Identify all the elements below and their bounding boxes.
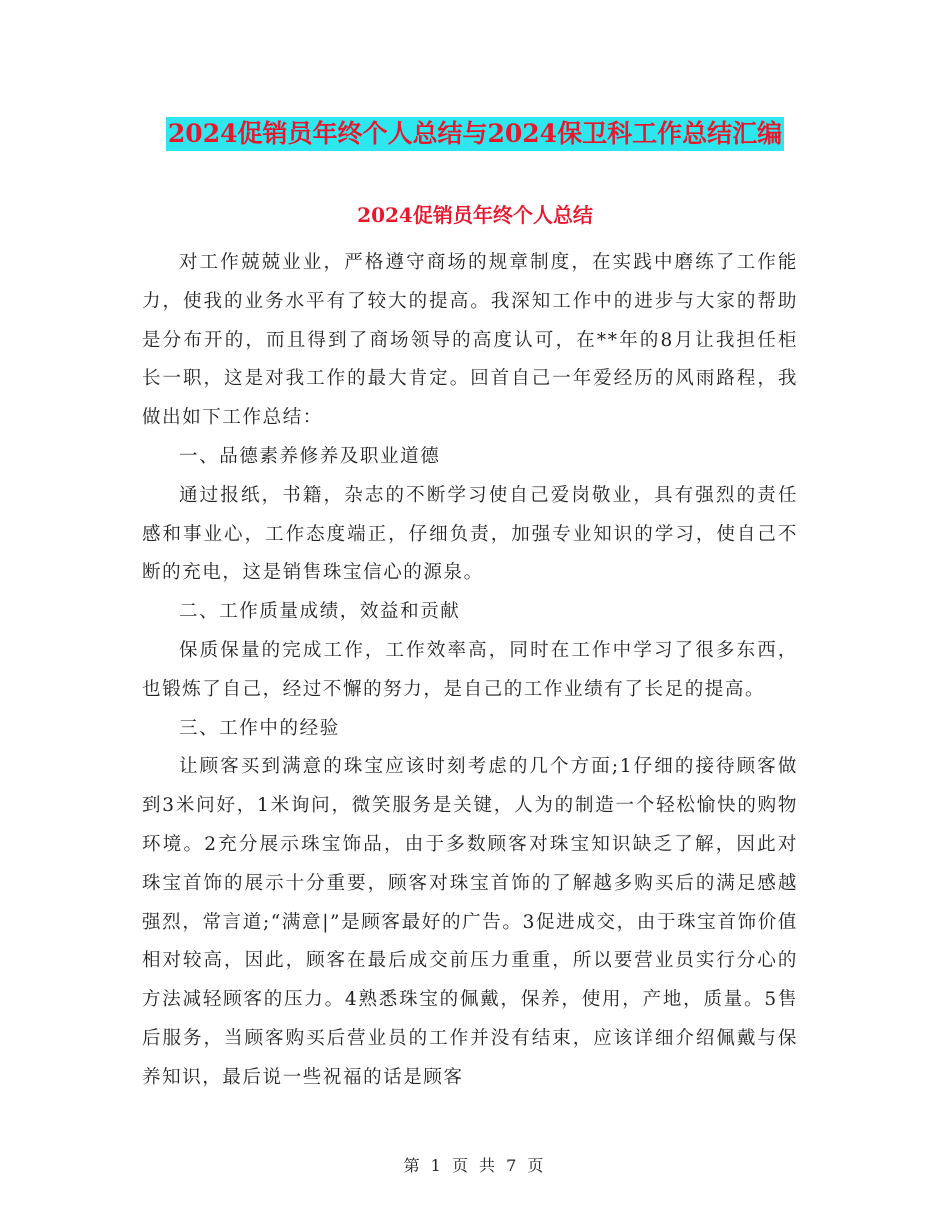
document-title	[0, 112, 950, 151]
heading-ethics: 一、品德素养修养及职业道德	[179, 445, 441, 467]
heading-quality: 二、工作质量成绩，效益和贡献	[179, 601, 461, 623]
paragraph-intro: 对工作兢兢业业，严格遵守商场的规章制度，在实践中磨练了工作能力，使我的业务水平有了较大的提高。我深知工作中的进步与大家的帮助是分布开的，而且得到了商场领导的高度认可，在**年的8月让我担任柜长一职，这是对我工作的最大肯定。回首自己一年爱经历的风雨路程，我做出如下工作总结：	[142, 252, 798, 429]
paragraph-ethics: 通过报纸，书籍，杂志的不断学习使自己爱岗敬业，具有强烈的责任感和事业心，工作态度端正，仔细负责，加强专业知识的学习，使自己不断的充电，这是销售珠宝信心的源泉。	[142, 484, 798, 584]
document-title-text: 2024促销员年终个人总结与2024保卫科工作总结汇编	[166, 117, 784, 151]
section-title: 2024促销员年终个人总结	[357, 203, 593, 227]
paragraph-experience: 让顾客买到满意的珠宝应该时刻考虑的几个方面;1仔细的接待顾客做到3米问好，1米询问，微笑服务是关键，人为的制造一个轻松愉快的购物环境。2充分展示珠宝饰品，由于多数顾客对珠宝知识缺乏了解，因此对珠宝首饰的展示十分重要，顾客对珠宝首饰的了解越多购买后的满足感越强烈，常言道;“满意|”是顾客最好的广告。3促进成交，由于珠宝首饰价值相对较高，因此，顾客在最后成交前压力重重，所以要营业员实行分心的方法减轻顾客的压力。4熟悉珠宝的佩戴，保养，使用，产地，质量。5售后服务，当顾客购买后营业员的工作并没有结束，应该详细介绍佩戴与保养知识，最后说一些祝福的话是顾客	[142, 756, 798, 1088]
paragraph-quality: 保质保量的完成工作，工作效率高，同时在工作中学习了很多东西，也锻炼了自己，经过不懈的努力，是自己的工作业绩有了长足的提高。	[142, 639, 798, 700]
document-body	[142, 244, 798, 1098]
page-number-footer: 第 1 页 共 7 页	[403, 1156, 547, 1175]
heading-experience: 三、工作中的经验	[179, 717, 340, 739]
